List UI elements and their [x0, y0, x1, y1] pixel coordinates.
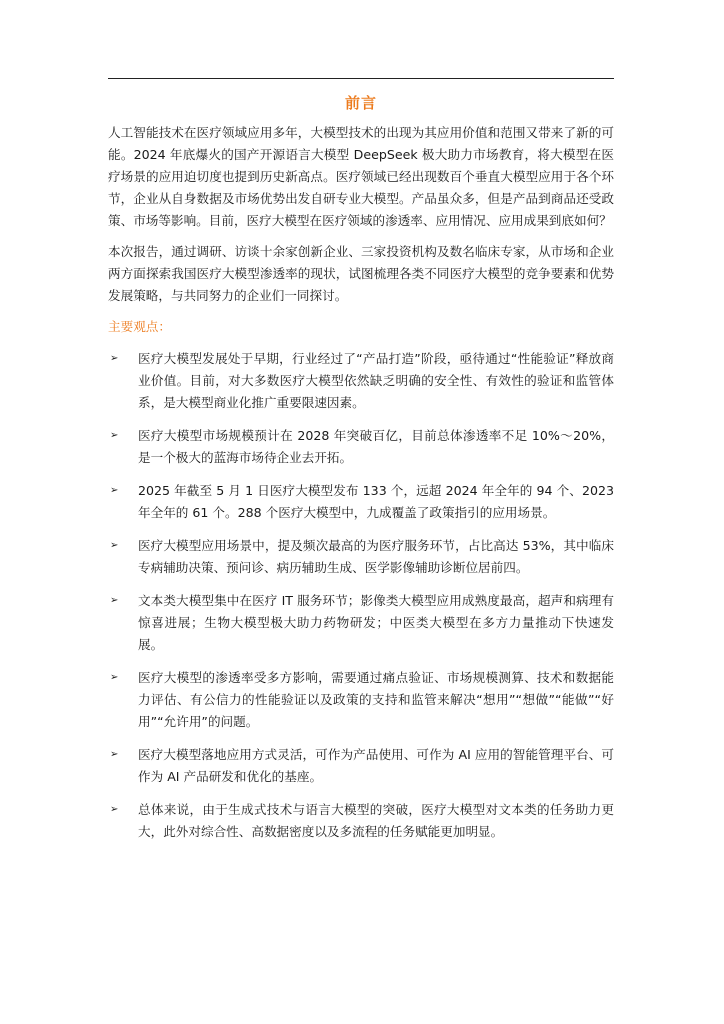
list-item: [108, 590, 614, 656]
list-item-text: 医疗大模型的渗透率受多方影响，需要通过痛点验证、市场规模测算、技术和数据能力评估、有公信力的性能验证以及政策的支持和监管来解决“想用”“想做”“能做”“好用”“允许用”的问题。: [138, 670, 614, 729]
arrow-bullet-icon: ➢: [110, 804, 119, 815]
page-title: 前言: [344, 94, 377, 112]
arrow-bullet-icon: ➢: [110, 540, 119, 551]
list-item-text: 医疗大模型市场规模预计在 2028 年突破百亿，目前总体渗透率不足 10%～20%，是一个极大的蓝海市场待企业去开拓。: [138, 428, 614, 465]
list-item-text: 文本类大模型集中在医疗 IT 服务环节；影像类大模型应用成熟度最高，超声和病理有惊喜进展；生物大模型极大助力药物研发；中医类大模型在多方力量推动下快速发展。: [138, 593, 614, 652]
arrow-bullet-icon: ➢: [110, 749, 119, 760]
key-points-list: [108, 348, 614, 843]
section-label-key-points: 主要观点：: [108, 319, 171, 334]
list-item-text: 总体来说，由于生成式技术与语言大模型的突破，医疗大模型对文本类的任务助力更大，此外对综合性、高数据密度以及多流程的任务赋能更加明显。: [138, 802, 614, 839]
list-item: [108, 535, 614, 579]
document-body: [108, 122, 614, 854]
list-item: [108, 425, 614, 469]
arrow-bullet-icon: ➢: [110, 430, 119, 441]
list-item: [108, 799, 614, 843]
arrow-bullet-icon: ➢: [110, 595, 119, 606]
list-item: [108, 348, 614, 414]
arrow-bullet-icon: ➢: [110, 485, 119, 496]
intro-paragraph-1: 人工智能技术在医疗领域应用多年，大模型技术的出现为其应用价值和范围又带来了新的可能。2024 年底爆火的国产开源语言大模型 DeepSeek 极大助力市场教育，将大模型在医疗场景的应用迫切度也提到历史新高点。医疗领域已经出现数百个垂直大模型应用于各个环节，企业从自身数据及市场优势出发自研专业大模型。产品虽众多，但是产品到商品还受政策、市场等影响。目前，医疗大模型在医疗领域的渗透率、应用情况、应用成果到底如何？: [108, 125, 614, 228]
arrow-bullet-icon: ➢: [110, 672, 119, 683]
list-item: [108, 667, 614, 733]
list-item-text: 医疗大模型应用场景中，提及频次最高的为医疗服务环节，占比高达 53%，其中临床专病辅助决策、预问诊、病历辅助生成、医学影像辅助诊断位居前四。: [138, 538, 614, 575]
list-item: [108, 744, 614, 788]
list-item: [108, 480, 614, 524]
arrow-bullet-icon: ➢: [110, 353, 119, 364]
list-item-text: 医疗大模型发展处于早期，行业经过了“产品打造”阶段，亟待通过“性能验证”释放商业价值。目前，对大多数医疗大模型依然缺乏明确的安全性、有效性的验证和监管体系，是大模型商业化推广重要限速因素。: [138, 351, 614, 410]
list-item-text: 2025 年截至 5 月 1 日医疗大模型发布 133 个，远超 2024 年全年的 94 个、2023 年全年的 61 个。288 个医疗大模型中，九成覆盖了政策指引的应用场景。: [138, 483, 614, 520]
list-item-text: 医疗大模型落地应用方式灵活，可作为产品使用、可作为 AI 应用的智能管理平台、可作为 AI 产品研发和优化的基座。: [138, 747, 614, 784]
header-rule: [108, 78, 614, 79]
intro-paragraph-2: 本次报告，通过调研、访谈十余家创新企业、三家投资机构及数名临床专家，从市场和企业两方面探索我国医疗大模型渗透率的现状，试图梳理各类不同医疗大模型的竞争要素和优势发展策略，与共同努力的企业们一同探讨。: [108, 244, 614, 303]
